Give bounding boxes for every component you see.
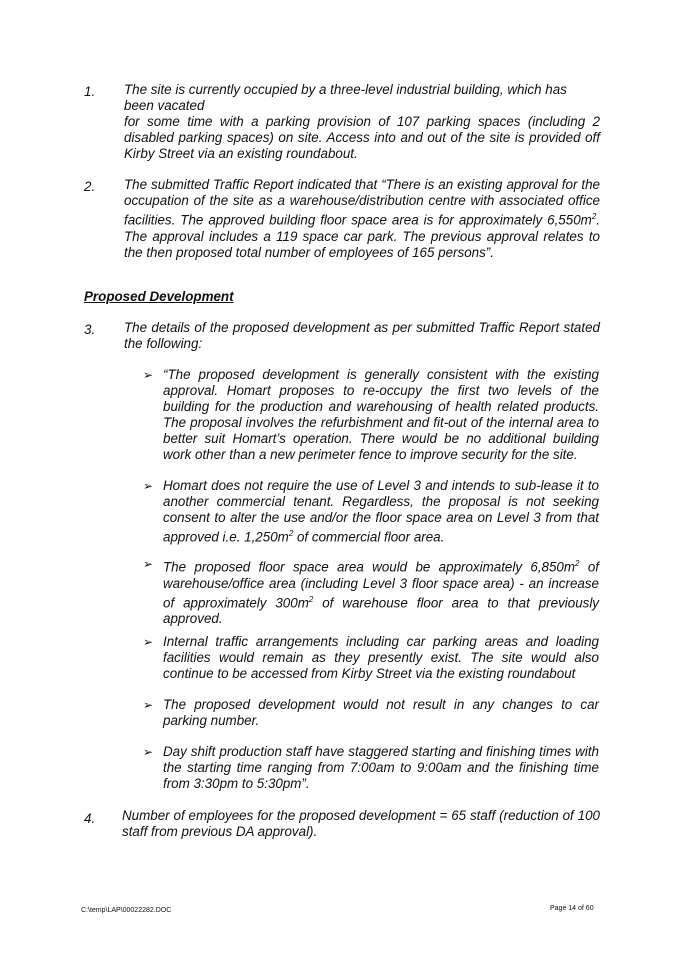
bullet-6-text: Day shift production staff have staggered starting and finishing times with the starting time ranging from 7:00am to 9:00am and the finishing time from 3:30pm to 5:30pm”.: [163, 744, 599, 792]
bullet-arrow-icon: ➢: [143, 698, 154, 712]
bullet-3-text-a: The proposed floor space area would be approximately 6,850m: [163, 559, 576, 575]
bullet-arrow-icon: ➢: [143, 479, 154, 493]
bullet-2-text-b: of commercial floor area.: [293, 529, 445, 545]
item-1-line2: been vacated: [124, 98, 205, 113]
bullet-1-text: “The proposed development is generally consistent with the existing approval. Homart proposes to re-occupy the first two levels of the building for the production and warehousing of health related products. The proposal involves the refurbishment and fit-out of the internal area to better suit Homart’s operation. There would be no additional building work other than a new perimeter fence to improve security for the site.: [163, 367, 599, 463]
bullet-3-superscript-1: 2: [575, 559, 580, 568]
item-2-text-a: The submitted Traffic Report indicated that “There is an existing approval for the occupation of the site as a warehouse/distribution centre with associated office facilities. The approved building floor space area is for approximately 6,550m: [124, 177, 600, 228]
item-2-superscript: 2: [591, 212, 597, 222]
item-1-paragraph: for some time with a parking provision of 107 parking spaces (including 2 disabled parking spaces) on site. Access into and out of the site is provided off Kirby Street via an existing roundabout.: [124, 114, 600, 162]
bullet-2-text: [163, 478, 599, 546]
bullet-arrow-icon: ➢: [143, 557, 154, 571]
section-heading: Proposed Development: [84, 289, 234, 304]
item-3-paragraph: The details of the proposed development as per submitted Traffic Report stated the following:: [124, 320, 600, 352]
item-2-text-b: . The approval includes a 119 space car park. The previous approval relates to the then proposed total number of employees of 165 persons”.: [124, 212, 600, 260]
bullet-3-text-c: of warehouse floor area to that previously approved.: [163, 595, 600, 627]
bullet-arrow-icon: ➢: [143, 635, 154, 649]
item-1-number: 1.: [84, 84, 96, 99]
bullet-arrow-icon: ➢: [143, 745, 154, 759]
bullet-2-superscript: 2: [288, 529, 294, 539]
bullet-4-text: Internal traffic arrangements including car parking areas and loading facilities would remain as they presently exist. The site would also continue to be accessed from Kirby Street via the existing roundabout: [163, 634, 599, 682]
bullet-3-superscript-2: 2: [308, 594, 314, 604]
footer-page-number: Page 14 of 60: [550, 905, 594, 912]
item-4-number: 4.: [84, 811, 96, 826]
item-2-paragraph: [124, 177, 600, 261]
bullet-3-text: [163, 556, 599, 627]
item-4-paragraph: Number of employees for the proposed development = 65 staff (reduction of 100 staff from previous DA approval).: [122, 808, 600, 840]
item-2-number: 2.: [84, 179, 96, 194]
bullet-2-text-a: Homart does not require the use of Level 3 and intends to sub-lease it to another commercial tenant. Regardless, the proposal is not seeking consent to alter the use and/or the floor space area on Level 3 from that approved i.e. 1,250m: [163, 478, 599, 545]
footer-file-path: C:\temp\LAP\00022282.DOC: [81, 907, 172, 914]
bullet-5-text: The proposed development would not result in any changes to car parking number.: [163, 697, 599, 729]
item-3-number: 3.: [84, 322, 96, 337]
item-1-line1: The site is currently occupied by a three-level industrial building, which has: [124, 82, 567, 97]
bullet-3-text-b: of warehouse/office area (including Level 3 floor space area) - an increase of approximately 300m: [163, 559, 599, 611]
bullet-arrow-icon: ➢: [143, 368, 154, 382]
